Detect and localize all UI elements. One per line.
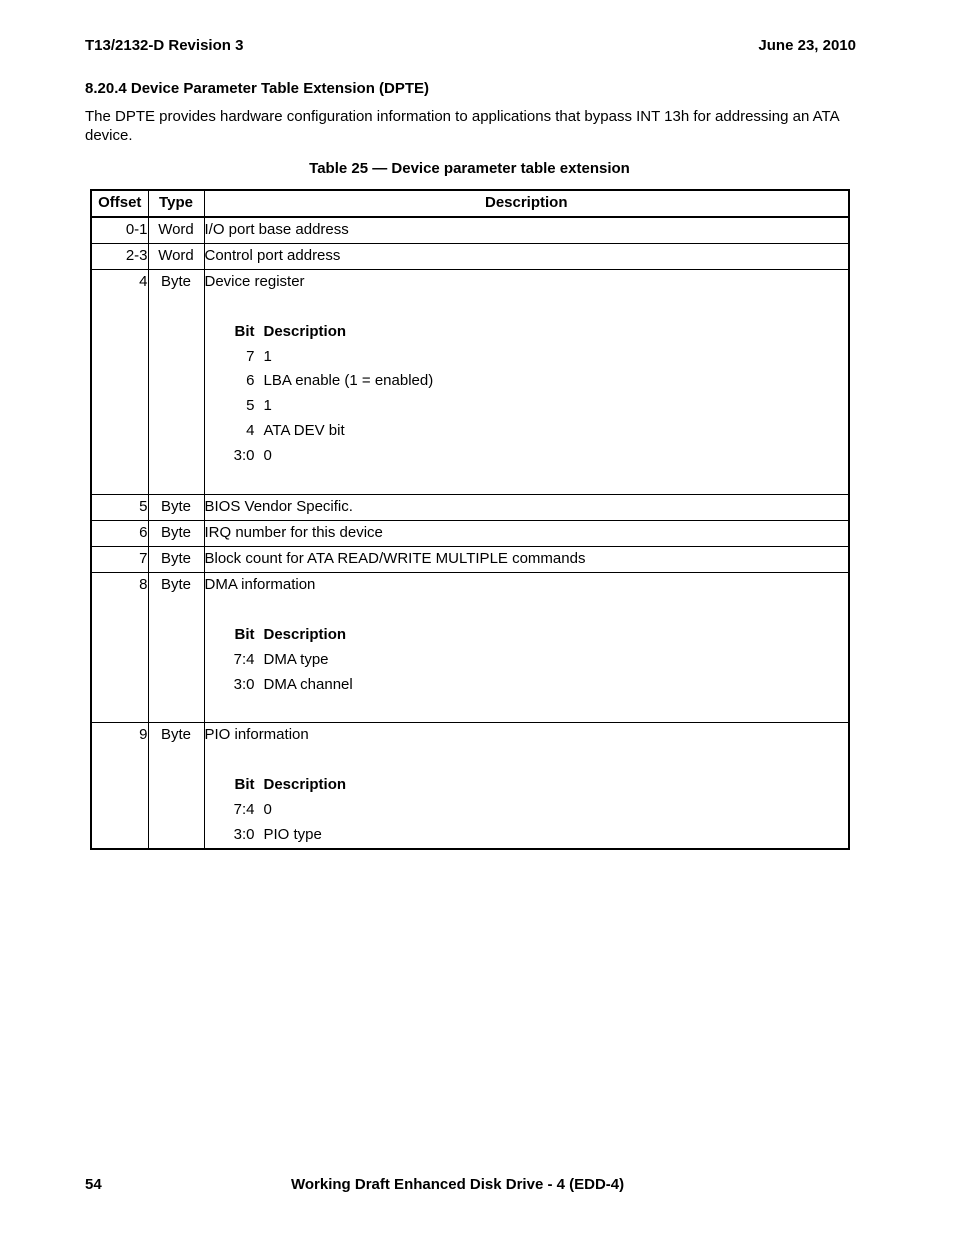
bit-description: 0 (263, 447, 272, 465)
bit-description: PIO type (263, 826, 322, 844)
type-cell: Word (148, 217, 204, 243)
bit-description: 1 (263, 347, 272, 365)
description-text: DMA information (204, 575, 316, 593)
bit-description: 0 (263, 801, 272, 819)
bit-number: 7:4 (233, 801, 255, 819)
bit-description: LBA enable (1 = enabled) (263, 372, 434, 390)
bit-number: 7 (246, 347, 255, 365)
dpte-table (90, 189, 850, 850)
bit-table (205, 773, 849, 848)
offset-cell: 4 (91, 269, 148, 494)
type-cell: Byte (148, 546, 204, 572)
description-cell: BIOS Vendor Specific. (204, 495, 849, 521)
bit-description: ATA DEV bit (263, 422, 345, 440)
table-row (91, 546, 849, 572)
bit-row (205, 648, 849, 673)
description-cell: IRQ number for this device (204, 520, 849, 546)
description-text: Device register (204, 272, 305, 290)
description-cell (204, 269, 849, 494)
footer-title: Working Draft Enhanced Disk Drive - 4 (EDD-4) (291, 1176, 625, 1193)
table-header-row (91, 190, 849, 217)
offset-cell: 9 (91, 723, 148, 849)
bit-header-row (205, 623, 849, 648)
offset-cell: 2-3 (91, 243, 148, 269)
bit-row (205, 394, 849, 419)
bit-table (205, 623, 849, 698)
bit-description: DMA channel (263, 675, 353, 693)
table-row (91, 269, 849, 494)
offset-cell: 7 (91, 546, 148, 572)
type-cell: Word (148, 243, 204, 269)
bit-row (205, 345, 849, 370)
bit-number: 6 (246, 372, 255, 390)
table-row (91, 217, 849, 243)
bit-row (205, 369, 849, 394)
table-row (91, 495, 849, 521)
bit-number: 7:4 (233, 650, 255, 668)
type-cell: Byte (148, 495, 204, 521)
bit-table (205, 320, 849, 469)
description-cell (204, 723, 849, 849)
description-cell (204, 572, 849, 723)
offset-cell: 6 (91, 520, 148, 546)
table-row (91, 723, 849, 849)
description-cell: Control port address (204, 243, 849, 269)
bit-row (205, 823, 849, 848)
bit-header-row (205, 320, 849, 345)
bit-row (205, 673, 849, 698)
bit-number: 5 (246, 397, 255, 415)
bit-number: 3:0 (233, 675, 255, 693)
bit-description: 1 (263, 397, 272, 415)
column-header-offset: Offset (91, 190, 148, 217)
section-intro: The DPTE provides hardware configuration information to applications that bypass INT 13h for addressing an ATA device. (85, 108, 839, 144)
type-cell: Byte (148, 723, 204, 849)
bit-header-bit: Bit (234, 322, 255, 340)
bit-row (205, 798, 849, 823)
bit-header-description: Description (263, 322, 347, 340)
offset-cell: 8 (91, 572, 148, 723)
description-cell: I/O port base address (204, 217, 849, 243)
bit-number: 3:0 (233, 826, 255, 844)
offset-cell: 0-1 (91, 217, 148, 243)
bit-number: 3:0 (233, 447, 255, 465)
bit-row (205, 444, 849, 469)
type-cell: Byte (148, 269, 204, 494)
column-header-type: Type (148, 190, 204, 217)
bit-description: DMA type (263, 650, 329, 668)
bit-header-bit: Bit (234, 625, 255, 643)
page-number: 54 (85, 1176, 102, 1193)
bit-header-row (205, 773, 849, 798)
column-header-description: Description (204, 190, 849, 217)
type-cell: Byte (148, 520, 204, 546)
bit-row (205, 419, 849, 444)
bit-number: 4 (246, 422, 255, 440)
bit-header-description: Description (263, 776, 347, 794)
type-cell: Byte (148, 572, 204, 723)
section-title: 8.20.4 Device Parameter Table Extension (DPTE) (85, 80, 430, 97)
description-text: PIO information (204, 726, 309, 744)
table-row (91, 572, 849, 723)
offset-cell: 5 (91, 495, 148, 521)
table-row (91, 520, 849, 546)
document-id: T13/2132-D Revision 3 (85, 37, 244, 54)
bit-header-description: Description (263, 625, 347, 643)
bit-header-bit: Bit (234, 776, 255, 794)
document-date: June 23, 2010 (758, 37, 856, 54)
table-caption: Table 25 — Device parameter table extension (309, 160, 630, 177)
description-cell: Block count for ATA READ/WRITE MULTIPLE commands (204, 546, 849, 572)
table-row (91, 243, 849, 269)
